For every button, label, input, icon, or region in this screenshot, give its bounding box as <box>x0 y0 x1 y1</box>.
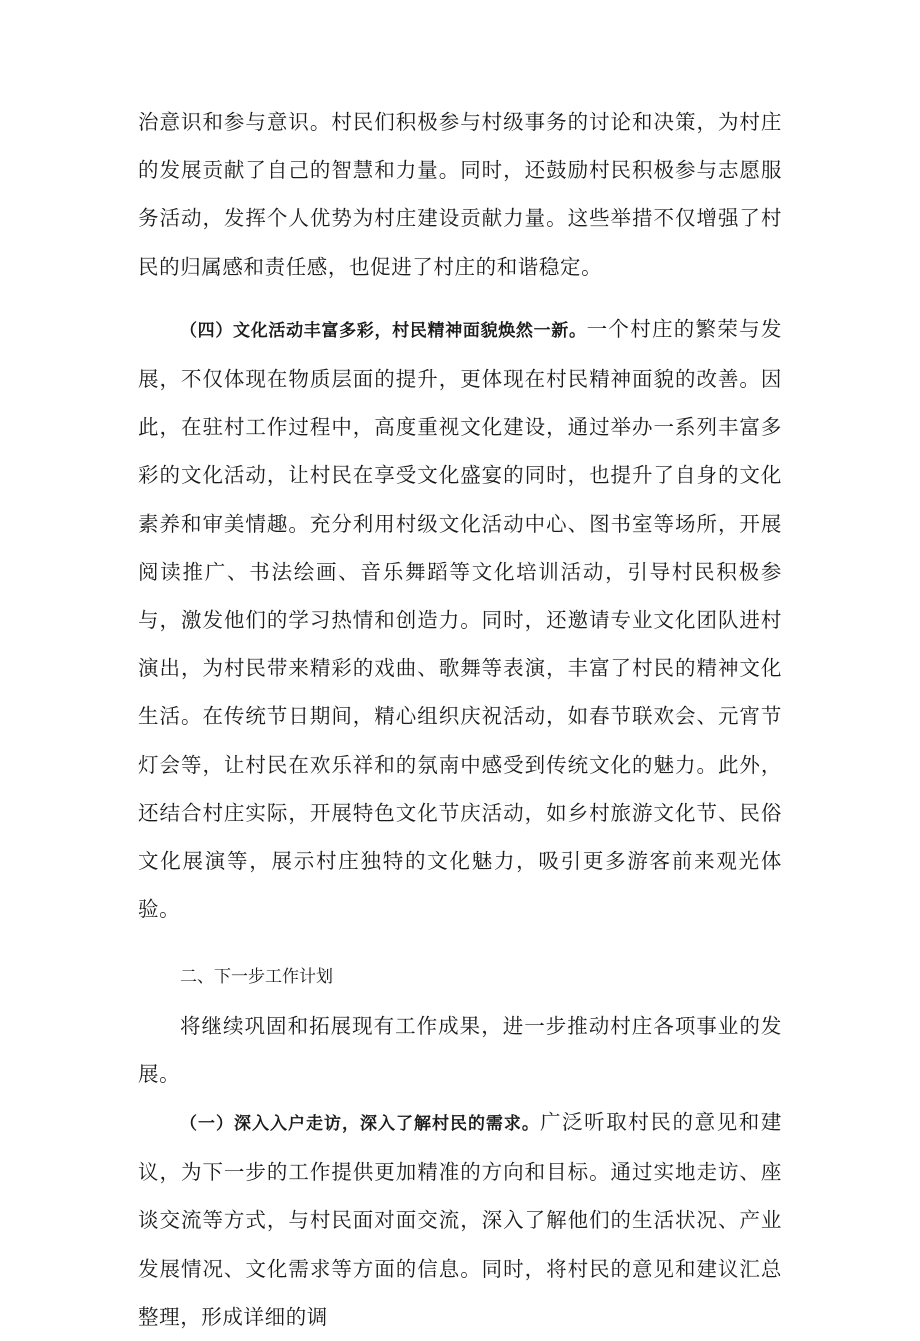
paragraph-participation: 治意识和参与意识。村民们积极参与村级事务的讨论和决策，为村庄的发展贡献了自己的智慧和力量。同时，还鼓励村民积极参与志愿服务活动，发挥个人优势为村庄建设贡献力量。这些举措不仅增强了村民的归属感和责任感，也促进了村庄的和谐稳定。 <box>138 110 782 279</box>
spacer <box>138 291 782 305</box>
spacer <box>138 933 782 953</box>
section-lead-visits: （一）深入入户走访，深入了解村民的需求。 <box>180 1114 540 1135</box>
paragraph-culture-body: 一个村庄的繁荣与发展，不仅体现在物质层面的提升，更体现在村民精神面貌的改善。因此，在驻村工作过程中，高度重视文化建设，通过举办一系列丰富多彩的文化活动，让村民在享受文化盛宴的同时，也提升了自身的文化素养和审美情趣。充分利用村级文化活动中心、图书室等场所，开展阅读推广、书法绘画、音乐舞蹈等文化培训活动，引导村民积极参与，激发他们的学习热情和创造力。同时，还邀请专业文化团队进村演出，为村民带来精彩的戏曲、歌舞等表演，丰富了村民的精神文化生活。在传统节日期间，精心组织庆祝活动，如春节联欢会、元宵节灯会等，让村民在欢乐祥和的氛南中感受到传统文化的魅力。此外，还结合村庄实际，开展特色文化节庆活动，如乡村旅游文化节、民俗文化展演等，展示村庄独特的文化魅力，吸引更多游客前来观光体验。 <box>138 316 782 922</box>
paragraph-visits-body: 广泛听取村民的意见和建议，为下一步的工作提供更加精准的方向和目标。通过实地走访、座谈交流等方式，与村民面对面交流，深入了解他们的生活状况、产业发展情况、文化需求等方面的信息。同时，将村民的意见和建议汇总整理，形成详细的调 <box>138 1110 783 1329</box>
section-lead-culture: （四）文化活动丰富多彩，村民精神面貌焕然一新。 <box>180 320 587 341</box>
section-heading-next-plan: 二、下一步工作计划 <box>180 967 333 988</box>
paragraph-next-plan-intro: 将继续巩固和拓展现有工作成果，进一步推动村庄各项事业的发展。 <box>138 1013 782 1086</box>
document-page <box>138 98 782 1341</box>
paragraph-visits <box>138 1098 782 1341</box>
paragraph-culture <box>138 305 782 934</box>
